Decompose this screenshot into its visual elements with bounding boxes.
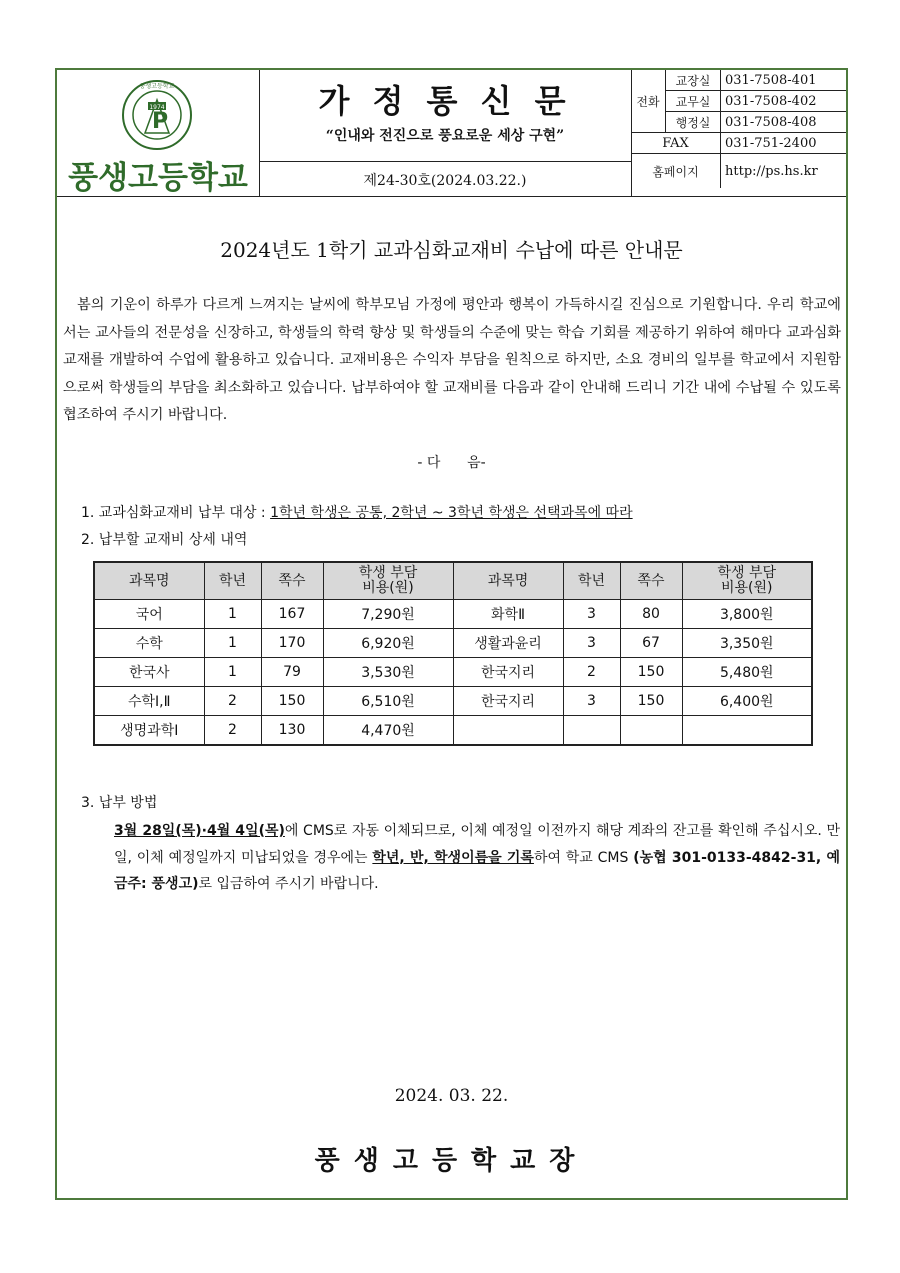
school-name: 풍생고등학교 <box>68 160 248 196</box>
grade-cell: 3 <box>563 600 620 629</box>
cost-cell <box>682 716 812 746</box>
subject-cell: 생명과학Ⅰ <box>94 716 204 746</box>
svg-text:P: P <box>151 109 169 134</box>
header-cost: 학생 부담 비용(원) <box>682 562 812 600</box>
pages-cell: 167 <box>261 600 323 629</box>
fee-table <box>93 561 813 746</box>
table-row <box>94 716 812 746</box>
method-text-1: 에 CMS로 자동 이체되므로, 이체 예정일 이전까지 해당 계좌의 잔고를 확인해 주십시오. 만일, 이체 예정일까지 미납되었을 경우에는 <box>114 823 840 866</box>
grade-cell: 3 <box>563 687 620 716</box>
table-row <box>94 687 812 716</box>
issue-date: 2024. 03. 22. <box>394 1086 509 1106</box>
letterhead <box>57 70 846 197</box>
cost-cell: 3,530원 <box>323 658 453 687</box>
seal-year: 1974 <box>149 104 165 111</box>
cost-cell: 4,470원 <box>323 716 453 746</box>
subject-cell: 화학Ⅱ <box>453 600 563 629</box>
subject-cell: 한국지리 <box>453 658 563 687</box>
grade-cell: 2 <box>563 658 620 687</box>
room-principal: 교장실 <box>666 70 721 91</box>
cost-cell: 7,290원 <box>323 600 453 629</box>
cost-cell: 3,350원 <box>682 629 812 658</box>
issue-number: 제24-30호(2024.03.22.) <box>363 173 527 189</box>
pages-cell: 170 <box>261 629 323 658</box>
subject-cell: 수학 <box>94 629 204 658</box>
title-cell <box>259 70 632 162</box>
cost-cell: 3,800원 <box>682 600 812 629</box>
fax-number: 031-751-2400 <box>721 133 847 154</box>
record-instruction: 학년, 반, 학생이름을 기록 <box>372 849 534 866</box>
header-cost: 학생 부담 비용(원) <box>323 562 453 600</box>
subject-cell: 국어 <box>94 600 204 629</box>
room-academic: 교무실 <box>666 91 721 112</box>
pages-cell: 67 <box>620 629 682 658</box>
contact-table <box>631 70 846 196</box>
payment-method-heading: 3. 납부 방법 <box>81 795 158 811</box>
table-row <box>94 658 812 687</box>
cost-cell: 6,920원 <box>323 629 453 658</box>
fax-label: FAX <box>631 133 721 154</box>
phone-admin: 031-7508-408 <box>721 112 847 133</box>
grade-cell: 1 <box>204 600 261 629</box>
bank-account: (농협 301-0133-4842-31, 예금주: 풍생고) <box>114 849 840 892</box>
note-heading: - 다 음- <box>417 455 486 471</box>
document-title: 2024년도 1학기 교과심화교재비 수납에 따른 안내문 <box>220 238 683 262</box>
subject-cell: 수학Ⅰ,Ⅱ <box>94 687 204 716</box>
principal-signature: 풍생고등학교장 <box>314 1146 589 1176</box>
fee-details-heading: 2. 납부할 교재비 상세 내역 <box>81 532 248 548</box>
cost-cell: 6,510원 <box>323 687 453 716</box>
newsletter-title: 가 정 통 신 문 <box>318 82 572 120</box>
header-pages: 쪽수 <box>261 562 323 600</box>
header-grade: 학년 <box>204 562 261 600</box>
pages-cell: 150 <box>261 687 323 716</box>
cost-cell: 6,400원 <box>682 687 812 716</box>
document-frame <box>55 68 848 1200</box>
grade-cell: 1 <box>204 629 261 658</box>
header-pages: 쪽수 <box>620 562 682 600</box>
grade-cell: 3 <box>563 629 620 658</box>
school-motto: “인내와 전진으로 풍요로운 세상 구현” <box>325 128 565 144</box>
subject-cell <box>453 716 563 746</box>
pages-cell <box>620 716 682 746</box>
subject-cell: 한국사 <box>94 658 204 687</box>
phone-academic: 031-7508-402 <box>721 91 847 112</box>
debit-dates: 3월 28일(목)·4월 4일(목) <box>114 823 285 839</box>
pages-cell: 79 <box>261 658 323 687</box>
homepage-label: 홈페이지 <box>631 154 721 189</box>
phone-principal: 031-7508-401 <box>721 70 847 91</box>
school-logo-cell <box>57 70 260 196</box>
grade-cell: 2 <box>204 687 261 716</box>
homepage-link[interactable]: http://ps.hs.kr <box>721 154 847 189</box>
pages-cell: 150 <box>620 658 682 687</box>
subject-cell: 생활과윤리 <box>453 629 563 658</box>
intro-paragraph: 봄의 기운이 하루가 다르게 느껴지는 날씨에 학부모님 가정에 평안과 행복이 가득하시길 진심으로 기원합니다. 우리 학교에서는 교사들의 전문성을 신장하고, 학생들의 학력 향상 및 학생들의 수준에 맞는 학습 기회를 제공하기 위하여 해마다 교과심화교재를 개발하여 수업에 활용하고 있습니다. 교재비용은 수익자 부담을 원칙으로 하지만, 소요 경비의 일부를 학교에서 지원함으로써 학생들의 부담을 최소화하고 있습니다. 납부하여야 할 교재비를 다음과 같이 안내해 드리니 기간 내에 수납될 수 있도록 협조하여 주시기 바랍니다. <box>63 297 841 423</box>
payment-target-value: 1학년 학생은 공통, 2학년 ~ 3학년 학생은 선택과목에 따라 <box>270 505 633 521</box>
grade-cell: 1 <box>204 658 261 687</box>
grade-cell: 2 <box>204 716 261 746</box>
school-seal-icon <box>115 78 199 152</box>
pages-cell: 150 <box>620 687 682 716</box>
payment-target <box>81 502 633 522</box>
table-row <box>94 629 812 658</box>
method-text-2: 하여 학교 CMS <box>533 849 634 866</box>
room-admin: 행정실 <box>666 112 721 133</box>
payment-target-label: 1. 교과심화교재비 납부 대상 : <box>81 505 271 521</box>
method-text-3: 로 입금하여 주시기 바랍니다. <box>198 876 379 892</box>
table-row <box>94 600 812 629</box>
issue-cell <box>259 161 632 196</box>
phone-label: 전화 <box>631 70 666 133</box>
subject-cell: 한국지리 <box>453 687 563 716</box>
cost-cell: 5,480원 <box>682 658 812 687</box>
payment-method-text <box>114 818 840 898</box>
pages-cell: 80 <box>620 600 682 629</box>
header-subject: 과목명 <box>453 562 563 600</box>
pages-cell: 130 <box>261 716 323 746</box>
header-subject: 과목명 <box>94 562 204 600</box>
fee-table-header <box>94 562 812 600</box>
header-grade: 학년 <box>563 562 620 600</box>
seal-top-text: 풍생고등학교 <box>139 83 175 90</box>
grade-cell <box>563 716 620 746</box>
